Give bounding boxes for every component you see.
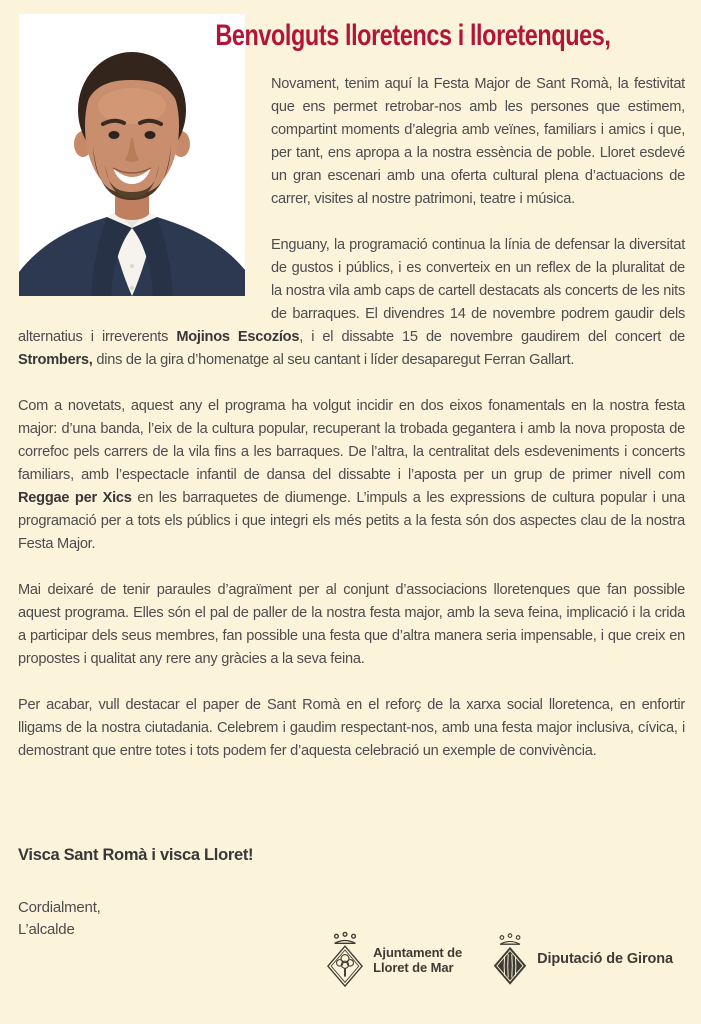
closing-slogan: Visca Sant Romà i visca Lloret!: [18, 846, 254, 864]
ajuntament-lloret-label: [373, 945, 462, 975]
paragraph-agraiment: Mai deixaré de tenir paraules d’agraïment per al conjunt d’associacions lloretenques que fan possible aquest programa. Elles són el pal de paller de la nostra festa major, amb la seva feina, implicació i la crida a participar dels seus membres, fan possible una festa que d’altra manera seria impensable, i que creix en propostes i qualitat any rere any gràcies a la seva feina.: [18, 582, 685, 667]
closing-salutation: Cordialment,: [18, 899, 101, 916]
closing-block: [18, 846, 253, 941]
paragraph-novetats: Com a novetats, aquest any el programa ha volgut incidir en dos eixos fonamentals en la nostra festa major: d’una banda, l’eix de la cultura popular, recuperant la trobada gegantera i amb la nova proposta de correfoc pels carrers de la vila fins a les barraques. De l’altra, la centralitat dels esdeveniments i concerts familiars, amb l’espectacle infantil de dansa del dissabte i l’aposta per un grup de primer nivell com Reggae per Xics en les barraquetes de diumenge. L’impuls a les expressions de cultura popular i una programació per a tots els públics i que integri els més petits a la festa són dos aspectes clau de la nostra Festa Major.: [18, 398, 685, 552]
mayor-photo: [19, 14, 245, 296]
diputacio-girona-crest-icon: [492, 931, 528, 988]
paragraph-intro: Novament, tenim aquí la Festa Major de Sant Romà, la festivitat que ens permet retrobar-nos amb les persones que estimem, compartint moments d’alegria amb veïnes, familiars i amics i que, per tant, ens apropa a la nostra essència de poble. Lloret esdevé un gran escenari amb una oferta cultural plena d’actuacions de carrer, visites al nostre patrimoni, teatre i música.: [271, 76, 685, 207]
logo-ajuntament-lloret: [326, 931, 462, 988]
page-title: Benvolguts lloretencs i lloretenques,: [215, 19, 611, 52]
paragraph-final: Per acabar, vull destacar el paper de Sant Romà en el reforç de la xarxa social lloretenca, en enfortir lligams de la nostra ciutadania. Celebrem i gaudim respectant-nos, amb una festa major inclusiva, cívica, i demostrant que entre totes i tots podem fer d’aquesta celebració un exemple de convivència.: [18, 697, 685, 759]
mayor-portrait-image: [19, 14, 245, 296]
footer-logos: [326, 931, 673, 988]
closing-signature: L’alcalde: [18, 921, 75, 938]
paragraph-program: Enguany, la programació continua la línia de defensar la diversitat de gustos i públics, i es converteix en un reflex de la pluralitat de la nostra vila amb caps de cartell destacats als concerts de les nits de barraques. El divendres 14 de novembre podrem gaudir dels alternatius i irreverents Mojinos Escozíos, i el dissabte 15 de novembre gaudirem del concert de Strombers, dins de la gira d’homenatge al seu cantant i líder desaparegut Ferran Gallart.: [18, 237, 685, 368]
ajuntament-lloret-crest-icon: [326, 931, 364, 988]
ajuntament-label-line2: Lloret de Mar: [373, 959, 454, 975]
diputacio-girona-label: Diputació de Girona: [537, 951, 673, 967]
logo-diputacio-girona: [492, 931, 673, 988]
ajuntament-label-line1: Ajuntament de: [373, 944, 463, 960]
